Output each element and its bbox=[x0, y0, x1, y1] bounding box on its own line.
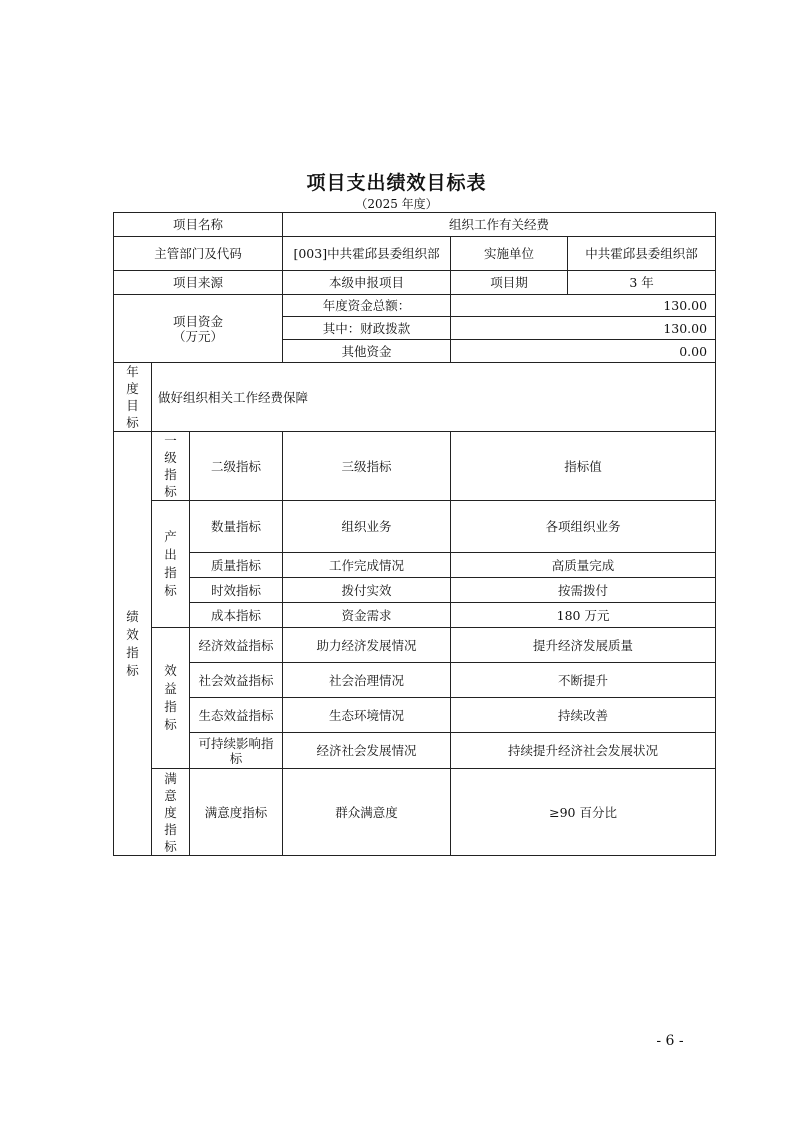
annual-goal-value: 做好组织相关工作经费保障 bbox=[152, 363, 716, 432]
performance-target-table bbox=[113, 212, 716, 856]
funds-other-label: 其他资金 bbox=[283, 340, 451, 363]
table-row bbox=[114, 733, 716, 769]
satisfaction-indicator-label: 满意度指标 bbox=[152, 769, 190, 856]
level3-cell: 资金需求 bbox=[283, 603, 451, 628]
funds-total-value: 130.00 bbox=[451, 295, 716, 317]
funds-total-label: 年度资金总额： bbox=[283, 295, 451, 317]
level3-cell: 社会治理情况 bbox=[283, 663, 451, 698]
page-title: 项目支出绩效目标表 bbox=[306, 172, 487, 194]
funds-other-value: 0.00 bbox=[451, 340, 716, 363]
level2-cell: 可持续影响指标 bbox=[190, 733, 283, 769]
table-row bbox=[114, 501, 716, 553]
level1-header: 一级指标 bbox=[152, 432, 190, 501]
indicator-value-cell: 高质量完成 bbox=[451, 553, 716, 578]
level2-cell: 经济效益指标 bbox=[190, 628, 283, 663]
project-name-value: 组织工作有关经费 bbox=[283, 213, 716, 237]
project-source-value: 本级申报项目 bbox=[283, 271, 451, 295]
level2-cell: 生态效益指标 bbox=[190, 698, 283, 733]
project-source-row bbox=[114, 271, 716, 295]
funds-fiscal-value: 130.00 bbox=[451, 317, 716, 340]
level2-cell: 成本指标 bbox=[190, 603, 283, 628]
indicator-value-cell: 各项组织业务 bbox=[451, 501, 716, 553]
level2-cell: 满意度指标 bbox=[190, 769, 283, 856]
table-row bbox=[114, 698, 716, 733]
indicator-header-row bbox=[114, 432, 716, 501]
table-row bbox=[114, 578, 716, 603]
table-row bbox=[114, 553, 716, 578]
indicator-value-header: 指标值 bbox=[451, 432, 716, 501]
level3-cell: 组织业务 bbox=[283, 501, 451, 553]
indicator-value-cell: ≥90 百分比 bbox=[451, 769, 716, 856]
level3-cell: 经济社会发展情况 bbox=[283, 733, 451, 769]
project-name-row bbox=[114, 213, 716, 237]
department-row bbox=[114, 237, 716, 271]
page-number: - 6 - bbox=[656, 1033, 684, 1049]
indicator-value-cell: 持续改善 bbox=[451, 698, 716, 733]
table-row bbox=[114, 603, 716, 628]
table-row bbox=[114, 628, 716, 663]
funds-label: 项目资金 bbox=[173, 313, 224, 329]
performance-indicator-label: 绩效指标 bbox=[114, 432, 152, 856]
output-indicator-label: 产出指标 bbox=[152, 501, 190, 628]
department-label: 主管部门及代码 bbox=[114, 237, 283, 271]
level3-cell: 拨付实效 bbox=[283, 578, 451, 603]
level2-header: 二级指标 bbox=[190, 432, 283, 501]
annual-goal-row bbox=[114, 363, 716, 432]
indicator-value-cell: 提升经济发展质量 bbox=[451, 628, 716, 663]
indicator-value-cell: 不断提升 bbox=[451, 663, 716, 698]
level3-cell: 群众满意度 bbox=[283, 769, 451, 856]
table-row bbox=[114, 663, 716, 698]
funds-fiscal-label: 其中：财政拨款 bbox=[283, 317, 451, 340]
project-period-value: 3 年 bbox=[568, 271, 716, 295]
level2-cell: 数量指标 bbox=[190, 501, 283, 553]
level2-cell: 质量指标 bbox=[190, 553, 283, 578]
annual-goal-label: 年度目标 bbox=[114, 363, 152, 432]
indicator-value-cell: 180 万元 bbox=[451, 603, 716, 628]
project-source-label: 项目来源 bbox=[114, 271, 283, 295]
implementing-unit-label: 实施单位 bbox=[451, 237, 568, 271]
department-value: [003]中共霍邱县委组织部 bbox=[283, 237, 451, 271]
table-row bbox=[114, 769, 716, 856]
level3-cell: 助力经济发展情况 bbox=[283, 628, 451, 663]
implementing-unit-value: 中共霍邱县委组织部 bbox=[568, 237, 716, 271]
project-funds-label bbox=[114, 295, 283, 363]
project-period-label: 项目期 bbox=[451, 271, 568, 295]
level2-cell: 时效指标 bbox=[190, 578, 283, 603]
level3-cell: 工作完成情况 bbox=[283, 553, 451, 578]
level2-cell: 社会效益指标 bbox=[190, 663, 283, 698]
year-subtitle: （2025 年度） bbox=[355, 197, 438, 211]
level3-cell: 生态环境情况 bbox=[283, 698, 451, 733]
level3-header: 三级指标 bbox=[283, 432, 451, 501]
funds-total-row bbox=[114, 295, 716, 317]
benefit-indicator-label: 效益指标 bbox=[152, 628, 190, 769]
indicator-value-cell: 持续提升经济社会发展状况 bbox=[451, 733, 716, 769]
project-name-label: 项目名称 bbox=[114, 213, 283, 237]
funds-unit: （万元） bbox=[173, 328, 224, 344]
indicator-value-cell: 按需拨付 bbox=[451, 578, 716, 603]
